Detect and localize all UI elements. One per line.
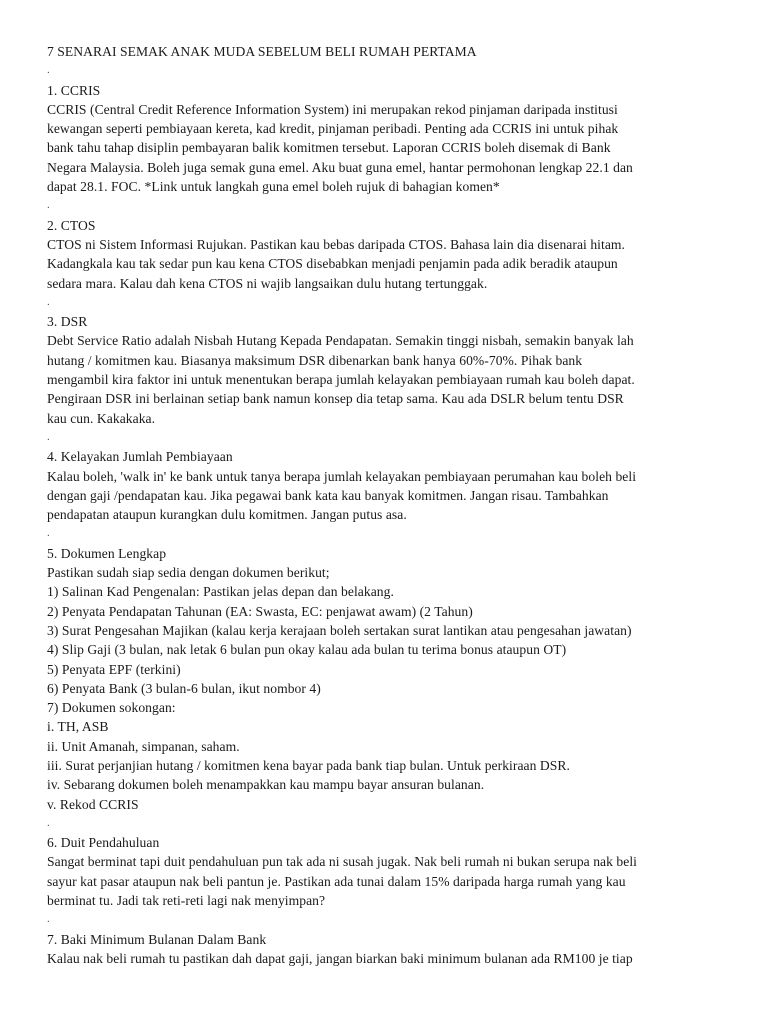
text-line: dapat 28.1. FOC. *Link untuk langkah guna emel boleh rujuk di bahagian komen*: [47, 179, 500, 195]
document-page: [47, 42, 747, 968]
separator-dot: .: [47, 64, 50, 77]
text-line: Sangat berminat tapi duit pendahuluan pun tak ada ni susah jugak. Nak beli rumah ni bukan serupa nak beli: [47, 854, 638, 870]
separator-dot: .: [47, 295, 50, 308]
text-line: 5) Penyata EPF (terkini): [47, 661, 181, 677]
text-line: Kalau nak beli rumah tu pastikan dah dapat gaji, jangan biarkan baki minimum bulanan ada RM100 je tiap: [47, 950, 633, 966]
text-line: Negara Malaysia. Boleh juga semak guna emel. Aku buat guna emel, hantar permohonan lengkap 22.1 dan: [47, 159, 633, 175]
text-line: 5. Dokumen Lengkap: [47, 545, 167, 561]
text-line: 2. CTOS: [47, 217, 96, 233]
text-line: dengan gaji /pendapatan kau. Jika pegawai bank kata kau banyak komitmen. Jangan risau. Tambahkan: [47, 487, 609, 503]
text-line: kewangan seperti pembiayaan kereta, kad kredit, pinjaman peribadi. Penting ada CCRIS ini untuk pihak: [47, 121, 619, 137]
separator-dot: .: [47, 913, 50, 926]
text-line: 3) Surat Pengesahan Majikan (kalau kerja kerajaan boleh sertakan surat lantikan atau pengesahan jawatan): [47, 622, 632, 638]
text-line: sayur kat pasar ataupun nak beli pantun je. Pastikan ada tunai dalam 15% daripada harga rumah yang kau: [47, 873, 626, 889]
text-line: 4. Kelayakan Jumlah Pembiayaan: [47, 449, 233, 465]
text-line: iii. Surat perjanjian hutang / komitmen kena bayar pada bank tiap bulan. Untuk perkiraan DSR.: [47, 757, 570, 773]
text-line: hutang / komitmen kau. Biasanya maksimum DSR dibenarkan bank hanya 60%-70%. Pihak bank: [47, 352, 583, 368]
text-line: 1) Salinan Kad Pengenalan: Pastikan jelas depan dan belakang.: [47, 584, 394, 600]
text-line: 7. Baki Minimum Bulanan Dalam Bank: [47, 931, 267, 947]
text-line: iv. Sebarang dokumen boleh menampakkan kau mampu bayar ansuran bulanan.: [47, 777, 485, 793]
document-body: [47, 61, 747, 968]
text-line: Debt Service Ratio adalah Nisbah Hutang Kepada Pendapatan. Semakin tinggi nisbah, semakin banyak lah: [47, 333, 634, 349]
separator-dot: .: [47, 816, 50, 829]
text-line: Kalau boleh, 'walk in' ke bank untuk tanya berapa jumlah kelayakan pembiayaan perumahan kau boleh beli: [47, 468, 637, 484]
text-line: berminat tu. Jadi tak reti-reti lagi nak menyimpan?: [47, 893, 326, 909]
text-line: 1. CCRIS: [47, 82, 101, 98]
text-line: sedara mara. Kalau dah kena CTOS ni wajib langsaikan dulu hutang tertunggak.: [47, 275, 488, 291]
text-line: Pastikan sudah siap sedia dengan dokumen berikut;: [47, 565, 330, 581]
text-line: 3. DSR: [47, 314, 88, 330]
text-line: 6) Penyata Bank (3 bulan-6 bulan, ikut nombor 4): [47, 680, 321, 696]
text-line: 2) Penyata Pendapatan Tahunan (EA: Swasta, EC: penjawat awam) (2 Tahun): [47, 603, 473, 619]
text-line: kau cun. Kakakaka.: [47, 410, 156, 426]
document-title: 7 SENARAI SEMAK ANAK MUDA SEBELUM BELI RUMAH PERTAMA: [47, 44, 477, 59]
text-line: CCRIS (Central Credit Reference Information System) ini merupakan rekod pinjaman daripada institusi: [47, 101, 618, 117]
text-line: pendapatan ataupun kurangkan dulu komitmen. Jangan putus asa.: [47, 507, 407, 523]
separator-dot: .: [47, 199, 50, 212]
text-line: ii. Unit Amanah, simpanan, saham.: [47, 738, 240, 754]
text-line: 7) Dokumen sokongan:: [47, 700, 176, 716]
text-line: bank tahu tahap disiplin pembayaran balik komitmen tersebut. Laporan CCRIS boleh disemak di Bank: [47, 140, 611, 156]
text-line: 4) Slip Gaji (3 bulan, nak letak 6 bulan pun okay kalau ada bulan tu terima bonus ataupun OT): [47, 642, 567, 658]
text-line: CTOS ni Sistem Informasi Rujukan. Pastikan kau bebas daripada CTOS. Bahasa lain dia disenarai hitam.: [47, 236, 625, 252]
separator-dot: .: [47, 430, 50, 443]
separator-dot: .: [47, 527, 50, 540]
text-line: Pengiraan DSR ini berlainan setiap bank namun konsep dia tetap sama. Kau ada DSLR belum tentu DSR: [47, 391, 624, 407]
text-line: 6. Duit Pendahuluan: [47, 835, 160, 851]
text-line: v. Rekod CCRIS: [47, 796, 139, 812]
text-line: Kadangkala kau tak sedar pun kau kena CTOS disebabkan menjadi penjamin pada adik beradik ataupun: [47, 256, 618, 272]
text-line: mengambil kira faktor ini untuk menentukan berapa jumlah kelayakan pembiayaan rumah kau boleh dapat.: [47, 372, 635, 388]
text-line: i. TH, ASB: [47, 719, 109, 735]
